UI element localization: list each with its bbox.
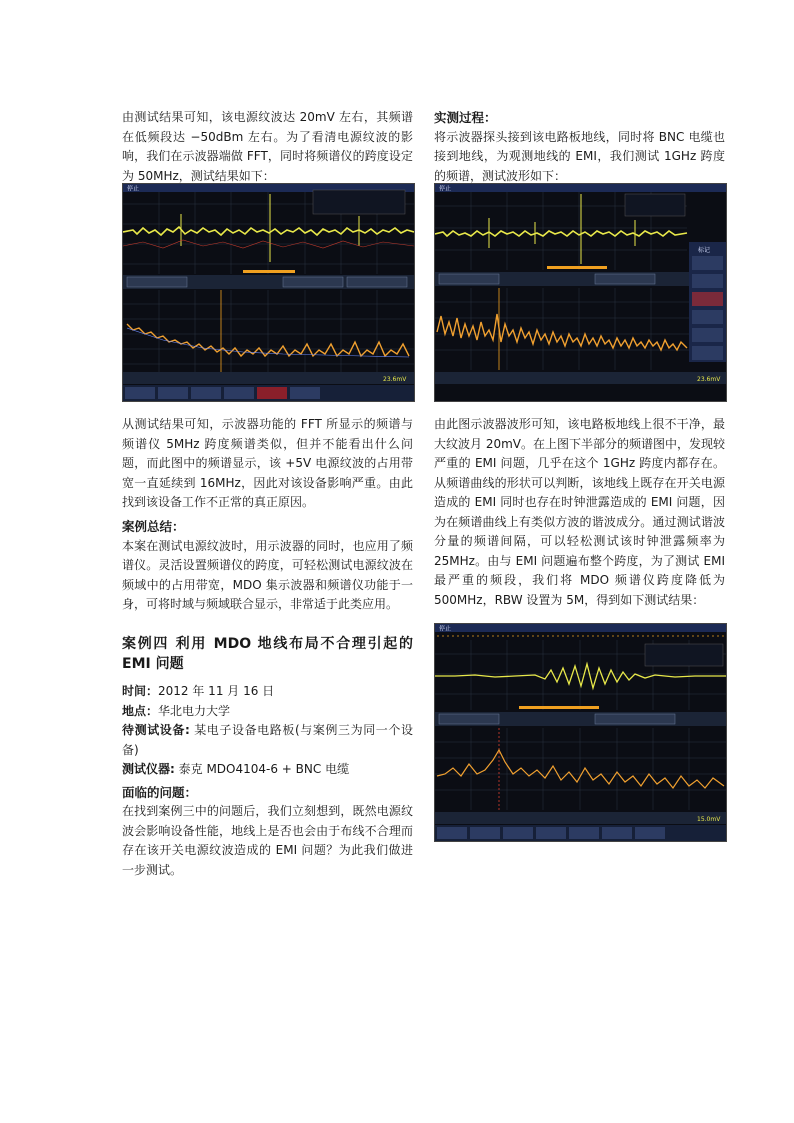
fft-analysis-paragraph: 从测试结果可知，示波器功能的 FFT 所显示的频谱与频谱仪 5MHz 跨度频谱类似，但并不能看出什么问题，而此图中的频谱显示，该 +5V 电源纹波的占用带宽一直延续到 16MHz，因此对该设备影响严重。由此找到该设备工作不正常的真正原因。 [122, 417, 413, 509]
case-summary-block [122, 517, 413, 615]
right-after-fig2 [434, 415, 725, 610]
scope2-status: 停止 [439, 185, 452, 193]
emi-analysis-paragraph: 由此图示波器波形可知，该电路板地线上很不干净，最大纹波月 20mV。在上图下半部分的频谱图中，发现较严重的 EMI 问题，几乎在这个 1GHz 跨度内都存在。从频谱曲线的形状可以判断，该地线上既存在开关电源造成的 EMI 同时也存在时钟泄露造成的 EMI 问题，因为在频谱曲线上有类似方波的谐波成分。通过测试谐波分量的频谱间隔，可以轻松测试该时钟泄露频率为 25MHz。由与 EMI 问题遍布整个跨度，为了测试 EMI 最严重的频段，我们将 MDO 频谱仪跨度降低为 500MHz，RBW 设置为 5M，得到如下测试结果： [434, 417, 725, 607]
case-summary-paragraph: 本案在测试电源纹波时，用示波器的同时，也应用了频谱仪。灵活设置频谱仪的跨度，可轻松测试电源纹波在频域中的占用带宽，MDO 集示波器和频谱仪功能于一身，可将时域与频域联合显示，非常适于此类应用。 [122, 538, 413, 611]
time-line [122, 682, 413, 702]
dut-value: 某电子设备电路板(与案例三为同一个设备) [122, 723, 413, 757]
right-process-block [434, 108, 725, 186]
instrument-value: 泰克 MDO4104-6 + BNC 电缆 [174, 762, 350, 776]
scope-screen-1 [123, 184, 414, 401]
figure-2-scope-1ghz [434, 183, 727, 402]
left-intro-block [122, 108, 413, 186]
scope2-menu-title: 标记 [698, 247, 711, 254]
case-summary-heading: 案例总结： [122, 519, 185, 534]
scope-screen-2 [435, 184, 726, 401]
case-four-title: 案例四 利用 MDO 地线布局不合理引起的 EMI 问题 [122, 636, 413, 672]
dut-line [122, 721, 413, 760]
scope1-readout: 23.6mV [383, 376, 407, 383]
time-value: 2012 年 11 月 16 日 [158, 684, 275, 698]
place-line [122, 702, 413, 722]
figure-1-scope-fft [122, 183, 415, 402]
case-four-block [122, 634, 413, 880]
scope1-status: 停止 [127, 185, 140, 193]
process-heading: 实测过程： [434, 110, 497, 125]
process-paragraph: 将示波器探头接到该电路板地线，同时将 BNC 电缆也接到地线，为观测地线的 EMI，我们测试 1GHz 跨度的频谱，测试波形如下： [434, 129, 725, 183]
figure-3-scope-500mhz [434, 623, 727, 842]
dut-label: 待测试设备: [122, 723, 190, 737]
place-label: 地点： [122, 703, 159, 718]
time-label: 时间： [122, 684, 159, 698]
scope3-status: 停止 [439, 625, 452, 633]
intro-paragraph: 由测试结果可知，该电源纹波达 20mV 左右，其频谱在低频段达 −50dBm 左右。为了看清电源纹波的影响，我们在示波器端做 FFT，同时将频谱仪的跨度设定为 50MHz，测试结果如下： [122, 110, 413, 183]
instrument-label: 测试仪器: [122, 762, 175, 776]
place-value: 华北电力大学 [158, 703, 231, 718]
scope2-readout: 23.6mV [697, 376, 721, 383]
scope-screen-3 [435, 624, 726, 841]
instrument-line [122, 760, 413, 780]
problem-heading: 面临的问题： [122, 784, 198, 800]
left-after-fig1 [122, 415, 413, 513]
scope3-readout: 15.0mV [697, 816, 721, 823]
problem-paragraph: 在找到案例三中的问题后，我们立刻想到，既然电源纹波会影响设备性能，地线上是否也会由于布线不合理而存在该开关电源纹波造成的 EMI 问题？为此我们做进一步测试。 [122, 804, 413, 877]
